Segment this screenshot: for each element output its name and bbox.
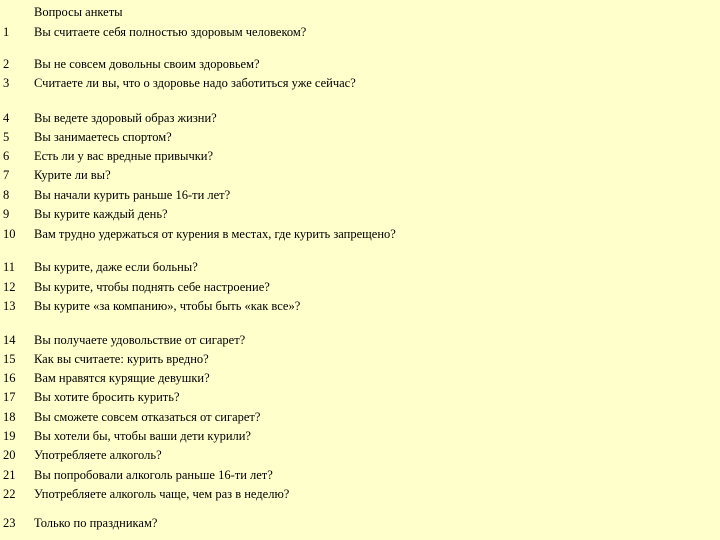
question-number: 17 bbox=[3, 390, 16, 404]
question-number: 20 bbox=[3, 448, 16, 462]
question-row bbox=[0, 146, 720, 166]
question-number: 15 bbox=[3, 352, 16, 366]
question-text: Вы считаете себя полностью здоровым человеком? bbox=[34, 25, 307, 39]
question-row bbox=[0, 445, 720, 465]
question-row bbox=[0, 204, 720, 224]
question-text: Употребляете алкоголь чаще, чем раз в неделю? bbox=[34, 487, 290, 501]
question-number: 9 bbox=[3, 207, 10, 221]
question-row bbox=[0, 185, 720, 205]
question-row bbox=[0, 349, 720, 369]
question-row bbox=[0, 108, 720, 128]
question-row bbox=[0, 387, 720, 407]
question-number: 13 bbox=[3, 299, 16, 313]
question-number: 11 bbox=[3, 260, 16, 274]
question-row bbox=[0, 465, 720, 485]
question-number: 3 bbox=[3, 76, 10, 90]
question-number: 8 bbox=[3, 188, 10, 202]
question-number: 4 bbox=[3, 111, 10, 125]
question-text: Есть ли у вас вредные привычки? bbox=[34, 149, 214, 163]
question-text: Вы получаете удовольствие от сигарет? bbox=[34, 333, 246, 347]
question-row bbox=[0, 296, 720, 316]
question-row bbox=[0, 407, 720, 427]
question-text: Вы хотели бы, чтобы ваши дети курили? bbox=[34, 429, 251, 443]
question-number: 22 bbox=[3, 487, 16, 501]
question-number: 5 bbox=[3, 130, 10, 144]
question-text: Употребляете алкоголь? bbox=[34, 448, 162, 462]
question-text: Вы курите каждый день? bbox=[34, 207, 168, 221]
question-number: 18 bbox=[3, 410, 16, 424]
question-number: 12 bbox=[3, 280, 16, 294]
question-row bbox=[0, 330, 720, 350]
question-text: Вы не совсем довольны своим здоровьем? bbox=[34, 57, 260, 71]
question-number: 19 bbox=[3, 429, 16, 443]
question-number: 2 bbox=[3, 57, 10, 71]
question-row bbox=[0, 224, 720, 244]
question-text: Вы занимаетесь спортом? bbox=[34, 130, 172, 144]
question-number: 6 bbox=[3, 149, 10, 163]
question-text: Считаете ли вы, что о здоровье надо заботиться уже сейчас? bbox=[34, 76, 356, 90]
question-text: Вы курите, даже если больны? bbox=[34, 260, 198, 274]
question-row bbox=[0, 165, 720, 185]
questionnaire-header-row bbox=[0, 2, 720, 22]
question-text: Вы хотите бросить курить? bbox=[34, 390, 180, 404]
question-number: 23 bbox=[3, 516, 16, 530]
question-row bbox=[0, 257, 720, 277]
questionnaire-header: Вопросы анкеты bbox=[34, 5, 123, 19]
question-text: Вы начали курить раньше 16-ти лет? bbox=[34, 188, 231, 202]
question-row bbox=[0, 73, 720, 93]
question-number: 10 bbox=[3, 227, 16, 241]
question-row bbox=[0, 277, 720, 297]
question-text: Вы курите «за компанию», чтобы быть «как все»? bbox=[34, 299, 301, 313]
question-text: Как вы считаете: курить вредно? bbox=[34, 352, 209, 366]
question-number: 14 bbox=[3, 333, 16, 347]
question-text: Вы ведете здоровый образ жизни? bbox=[34, 111, 217, 125]
question-number: 1 bbox=[3, 25, 10, 39]
question-text: Вы сможете совсем отказаться от сигарет? bbox=[34, 410, 261, 424]
question-text: Курите ли вы? bbox=[34, 168, 111, 182]
question-row bbox=[0, 54, 720, 74]
question-text: Вам трудно удержаться от курения в местах, где курить запрещено? bbox=[34, 227, 396, 241]
question-row bbox=[0, 127, 720, 147]
question-row bbox=[0, 426, 720, 446]
question-number: 16 bbox=[3, 371, 16, 385]
question-row bbox=[0, 484, 720, 504]
question-number: 7 bbox=[3, 168, 10, 182]
question-row bbox=[0, 368, 720, 388]
question-row bbox=[0, 22, 720, 42]
question-text: Вы попробовали алкоголь раньше 16-ти лет? bbox=[34, 468, 273, 482]
question-row bbox=[0, 513, 720, 533]
question-text: Только по праздникам? bbox=[34, 516, 158, 530]
question-number: 21 bbox=[3, 468, 16, 482]
question-text: Вы курите, чтобы поднять себе настроение? bbox=[34, 280, 270, 294]
question-text: Вам нравятся курящие девушки? bbox=[34, 371, 210, 385]
